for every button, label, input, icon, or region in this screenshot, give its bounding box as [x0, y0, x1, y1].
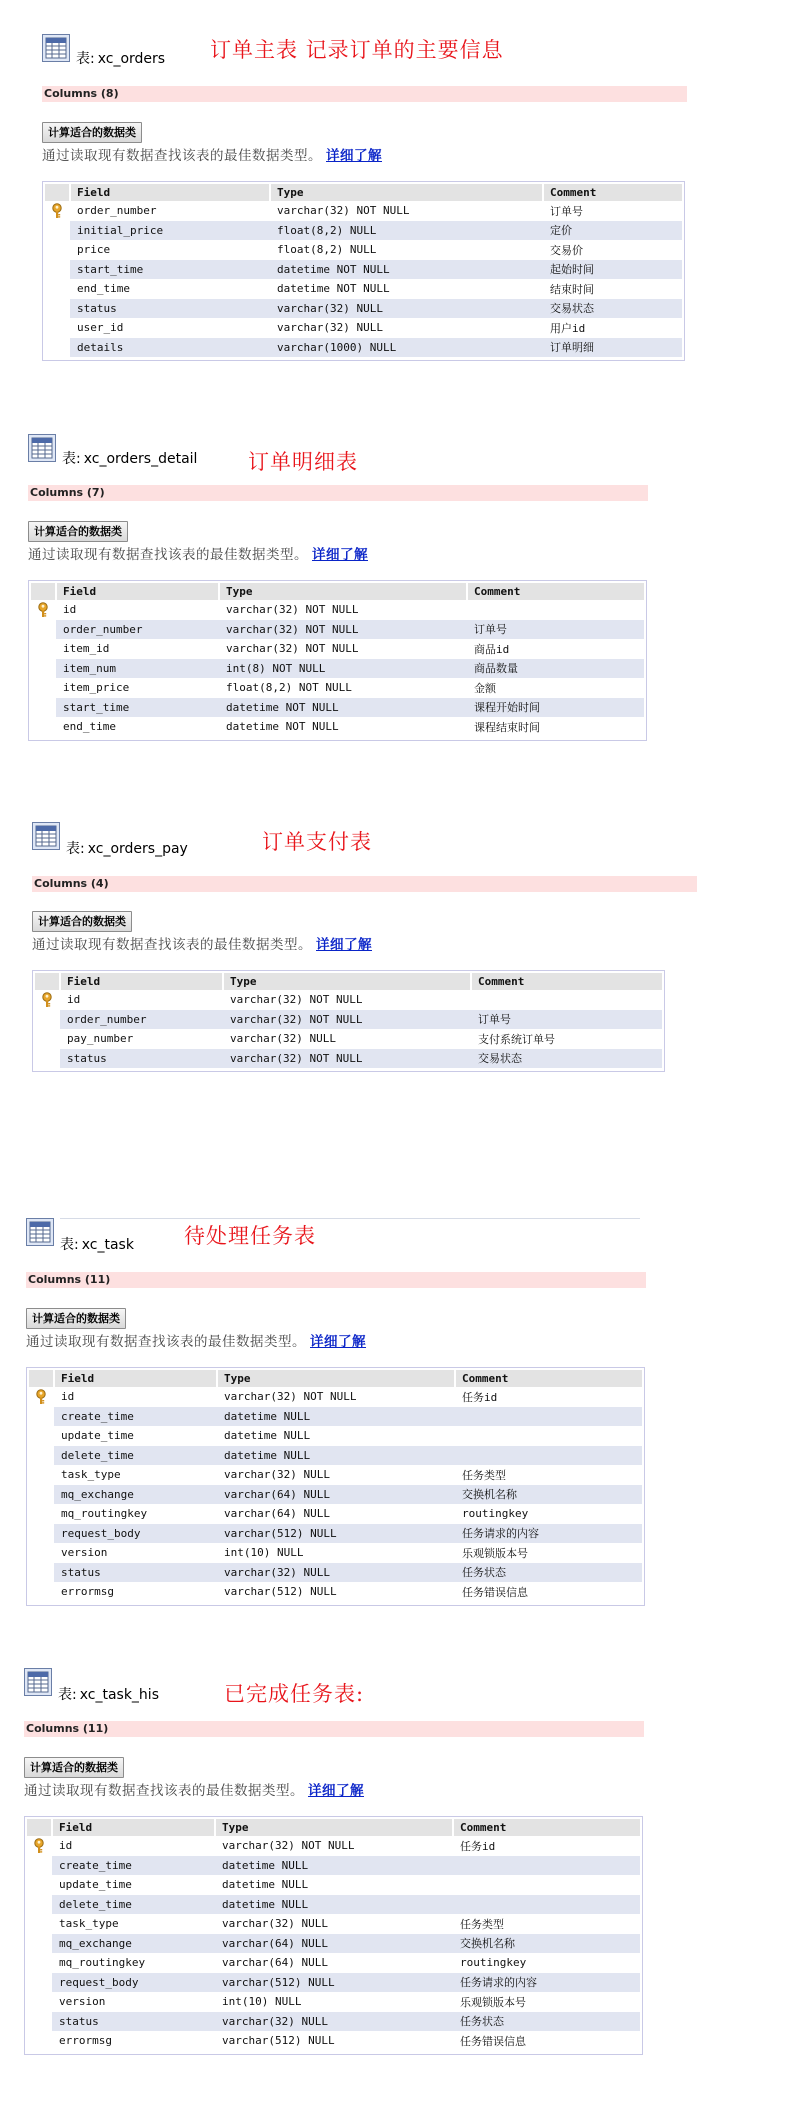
table-row [27, 1875, 640, 1895]
type-cell: varchar(32) NULL [217, 1563, 455, 1583]
columns-count-bar: Columns (11) [26, 1272, 646, 1288]
columns-count-bar: Columns (8) [42, 86, 687, 102]
key-cell [31, 678, 56, 698]
key-cell [31, 659, 56, 679]
primary-key-icon [27, 1836, 52, 1856]
comment-cell [453, 1856, 640, 1876]
field-cell: status [52, 2012, 215, 2032]
field-cell: create_time [54, 1407, 217, 1427]
field-cell: order_number [56, 620, 219, 640]
type-cell: varchar(32) NOT NULL [277, 204, 410, 218]
table-section-xc-orders-detail [28, 434, 673, 734]
key-cell [29, 1563, 54, 1583]
key-cell [29, 1582, 54, 1602]
type-cell: datetime NULL [215, 1856, 453, 1876]
header-comment: Comment [455, 1370, 642, 1387]
comment-cell: 交易价 [550, 243, 583, 257]
comment-cell: 任务id [462, 1390, 498, 1404]
key-cell [27, 2031, 52, 2051]
table-row [27, 2012, 640, 2032]
table-section-xc-orders-pay [32, 822, 697, 1066]
comment-cell: 任务状态 [453, 2012, 640, 2032]
columns-count-bar: Columns (4) [32, 876, 697, 892]
field-cell: order_number [60, 1010, 223, 1030]
key-cell [35, 1049, 60, 1069]
type-cell: varchar(1000) NULL [270, 338, 543, 358]
field-cell: id [63, 603, 77, 617]
table-row [29, 1446, 642, 1466]
table-annotation: 已完成任务表: [224, 1682, 365, 1706]
field-cell: order_number [77, 204, 157, 218]
table-row [29, 1563, 642, 1583]
key-cell [27, 1875, 52, 1895]
field-cell: update_time [61, 1429, 134, 1443]
key-cell [45, 260, 70, 280]
key-cell [45, 240, 70, 260]
table-row [31, 639, 644, 659]
field-cell: id [61, 1390, 75, 1404]
comment-cell: 金额 [474, 681, 496, 695]
columns-table [32, 970, 665, 1072]
table-row [31, 717, 644, 737]
comment-cell: 任务id [460, 1839, 496, 1853]
field-cell: item_id [63, 642, 110, 656]
comment-cell [453, 1875, 640, 1895]
table-row [29, 1387, 642, 1407]
database-table-icon [32, 822, 60, 850]
comment-cell: 订单明细 [543, 338, 682, 358]
type-cell: varchar(32) NOT NULL [224, 1390, 357, 1404]
field-cell: mq_routingkey [61, 1507, 148, 1521]
field-cell: start_time [56, 698, 219, 718]
type-cell: varchar(32) NULL [222, 1917, 328, 1931]
key-cell [31, 620, 56, 640]
learn-more-link[interactable]: 详细了解 [326, 148, 382, 164]
comment-cell [455, 1426, 642, 1446]
type-cell: datetime NULL [217, 1446, 455, 1466]
type-cell: varchar(512) NULL [222, 2034, 335, 2048]
header-comment: Comment [453, 1819, 640, 1836]
field-cell: price [77, 243, 111, 257]
table-row [31, 620, 644, 640]
header-comment: Comment [471, 973, 662, 990]
comment-cell: 任务错误信息 [460, 2034, 526, 2048]
type-cell: datetime NOT NULL [226, 720, 339, 734]
key-cell [27, 1895, 52, 1915]
type-cell: varchar(32) NOT NULL [222, 1839, 355, 1853]
field-cell: status [60, 1049, 223, 1069]
comment-cell: 乐观锁版本号 [462, 1546, 528, 1560]
columns-table [42, 181, 685, 361]
key-cell [27, 1914, 52, 1934]
table-header-row [31, 583, 644, 600]
comment-cell [455, 1446, 642, 1466]
table-row [27, 1836, 640, 1856]
table-row [45, 260, 682, 280]
header-type: Type [217, 1370, 455, 1387]
field-cell: request_body [52, 1973, 215, 1993]
table-row [31, 659, 644, 679]
table-row [29, 1524, 642, 1544]
field-cell: errormsg [61, 1585, 114, 1599]
table-section-xc-task-his [24, 1668, 644, 2048]
comment-cell: 用户id [550, 321, 586, 335]
field-cell: user_id [77, 321, 124, 335]
type-cell: int(10) NULL [224, 1546, 304, 1560]
header-field: Field [70, 184, 270, 201]
table-row [31, 698, 644, 718]
header-type: Type [270, 184, 543, 201]
calculate-data-types-button[interactable]: 计算适合的数据类 [26, 1308, 126, 1329]
key-cell [45, 299, 70, 319]
field-cell: errormsg [59, 2034, 112, 2048]
table-header-row [27, 1819, 640, 1836]
field-cell: delete_time [54, 1446, 217, 1466]
table-annotation: 待处理任务表 [184, 1224, 316, 1248]
table-row [29, 1465, 642, 1485]
key-cell [27, 1856, 52, 1876]
comment-cell: 任务请求的内容 [455, 1524, 642, 1544]
learn-more-link[interactable]: 详细了解 [312, 547, 368, 563]
type-cell: varchar(64) NULL [217, 1485, 455, 1505]
field-cell: item_price [63, 681, 130, 695]
table-row [35, 1010, 662, 1030]
key-cell [45, 221, 70, 241]
columns-table [26, 1367, 645, 1606]
type-cell: varchar(64) NULL [224, 1507, 330, 1521]
table-row [29, 1504, 642, 1524]
table-row [29, 1426, 642, 1446]
comment-cell: routingkey [462, 1507, 529, 1521]
database-table-icon [24, 1668, 52, 1696]
key-cell [27, 1934, 52, 1954]
header-field: Field [54, 1370, 217, 1387]
key-cell [45, 338, 70, 358]
columns-table [28, 580, 647, 741]
table-row [45, 338, 682, 358]
header-comment: Comment [467, 583, 644, 600]
type-cell: datetime NOT NULL [277, 282, 390, 296]
primary-key-icon [29, 1387, 54, 1407]
type-cell: int(8) NOT NULL [219, 659, 467, 679]
field-cell: end_time [77, 282, 130, 296]
table-section-xc-orders [42, 34, 687, 355]
table-row [27, 1914, 640, 1934]
key-cell [29, 1504, 54, 1524]
database-table-icon [26, 1218, 54, 1246]
database-table-icon [42, 34, 70, 62]
type-cell: varchar(32) NULL [230, 1032, 336, 1046]
comment-cell: 任务类型 [462, 1468, 506, 1482]
table-row [27, 1953, 640, 1973]
comment-cell: 结束时间 [550, 282, 594, 296]
table-row [31, 600, 644, 620]
type-cell: float(8,2) NULL [270, 221, 543, 241]
learn-more-link[interactable]: 详细了解 [316, 937, 372, 953]
type-cell: varchar(32) NOT NULL [219, 620, 467, 640]
field-cell: id [59, 1839, 73, 1853]
calculate-data-types-button[interactable]: 计算适合的数据类 [42, 122, 142, 143]
header-type: Type [219, 583, 467, 600]
key-cell [27, 2012, 52, 2032]
key-cell [31, 717, 56, 737]
comment-cell [467, 600, 644, 620]
field-cell: id [67, 993, 81, 1007]
field-cell: status [70, 299, 270, 319]
table-row [31, 678, 644, 698]
type-cell: varchar(512) NULL [215, 1973, 453, 1993]
table-row [27, 1973, 640, 1993]
type-cell: varchar(32) NOT NULL [223, 1049, 471, 1069]
comment-cell: 交易状态 [471, 1049, 662, 1069]
type-cell: datetime NULL [224, 1429, 311, 1443]
help-text: 通过读取现有数据查找该表的最佳数据类型。 详细了解 [32, 937, 372, 953]
table-annotation: 订单主表 记录订单的主要信息 [210, 38, 504, 62]
type-cell: float(8,2) NULL [277, 243, 377, 257]
table-title: 表: xc_orders_pay [66, 841, 188, 857]
key-cell [29, 1543, 54, 1563]
learn-more-link[interactable]: 详细了解 [310, 1334, 366, 1350]
field-cell: mq_exchange [54, 1485, 217, 1505]
type-cell: varchar(32) NOT NULL [226, 603, 359, 617]
table-title: 表: xc_orders_detail [62, 451, 198, 467]
key-cell [29, 1407, 54, 1427]
type-cell: varchar(64) NULL [215, 1934, 453, 1954]
comment-cell: 任务类型 [460, 1917, 504, 1931]
key-cell [27, 1973, 52, 1993]
field-cell: task_type [61, 1468, 121, 1482]
comment-cell [455, 1407, 642, 1427]
table-row [29, 1407, 642, 1427]
table-row [35, 1029, 662, 1049]
comment-cell: 交易状态 [543, 299, 682, 319]
comment-cell: routingkey [460, 1956, 527, 1970]
comment-cell: 任务错误信息 [462, 1585, 528, 1599]
table-annotation: 订单支付表 [262, 830, 372, 854]
table-row [27, 1992, 640, 2012]
primary-key-icon [35, 990, 60, 1010]
comment-cell: 任务状态 [455, 1563, 642, 1583]
comment-cell: 课程开始时间 [467, 698, 644, 718]
table-row [27, 2031, 640, 2051]
key-cell [31, 639, 56, 659]
field-cell: initial_price [70, 221, 270, 241]
comment-cell: 商品id [474, 642, 510, 656]
table-header-row [45, 184, 682, 201]
table-row [45, 318, 682, 338]
header-type: Type [215, 1819, 453, 1836]
key-cell [29, 1446, 54, 1466]
field-cell: version [61, 1546, 108, 1560]
field-cell: update_time [59, 1878, 132, 1892]
field-cell: mq_routingkey [59, 1956, 146, 1970]
help-text: 通过读取现有数据查找该表的最佳数据类型。 详细了解 [26, 1334, 366, 1350]
table-row [35, 990, 662, 1010]
table-row [35, 1049, 662, 1069]
field-cell: delete_time [52, 1895, 215, 1915]
type-cell: varchar(32) NOT NULL [223, 1010, 471, 1030]
type-cell: datetime NULL [222, 1878, 309, 1892]
key-cell [29, 1485, 54, 1505]
type-cell: varchar(32) NULL [277, 321, 383, 335]
key-cell [45, 279, 70, 299]
type-cell: datetime NULL [217, 1407, 455, 1427]
comment-cell: 订单号 [471, 1010, 662, 1030]
table-row [45, 221, 682, 241]
table-row [45, 240, 682, 260]
comment-cell: 交换机名称 [455, 1485, 642, 1505]
table-section-xc-task [26, 1218, 646, 1599]
key-cell [31, 698, 56, 718]
key-cell [45, 318, 70, 338]
help-text: 通过读取现有数据查找该表的最佳数据类型。 详细了解 [42, 148, 382, 164]
columns-table [24, 1816, 643, 2055]
type-cell: varchar(512) NULL [224, 1585, 337, 1599]
columns-count-bar: Columns (11) [24, 1721, 644, 1737]
field-cell: end_time [63, 720, 116, 734]
field-cell: item_num [56, 659, 219, 679]
type-cell: float(8,2) NOT NULL [226, 681, 352, 695]
table-title: 表: xc_orders [76, 51, 166, 67]
table-row [27, 1856, 640, 1876]
table-header-row [35, 973, 662, 990]
primary-key-icon [45, 201, 70, 221]
key-cell [29, 1426, 54, 1446]
field-cell: pay_number [67, 1032, 134, 1046]
table-title: 表: xc_task [60, 1237, 134, 1253]
columns-count-bar: Columns (7) [28, 485, 648, 501]
key-cell [35, 1029, 60, 1049]
field-cell: mq_exchange [52, 1934, 215, 1954]
comment-cell [471, 990, 662, 1010]
field-cell: version [59, 1995, 106, 2009]
table-row [29, 1543, 642, 1563]
table-annotation: 订单明细表 [248, 450, 358, 474]
field-cell: request_body [54, 1524, 217, 1544]
type-cell: varchar(32) NOT NULL [226, 642, 359, 656]
learn-more-link[interactable]: 详细了解 [308, 1783, 364, 1799]
comment-cell: 交换机名称 [453, 1934, 640, 1954]
type-cell: varchar(32) NULL [215, 2012, 453, 2032]
table-row [29, 1485, 642, 1505]
key-cell [29, 1524, 54, 1544]
table-row [29, 1582, 642, 1602]
table-row [45, 279, 682, 299]
table-title: 表: xc_task_his [58, 1687, 159, 1703]
calculate-data-types-button[interactable]: 计算适合的数据类 [24, 1757, 124, 1778]
comment-cell: 商品数量 [467, 659, 644, 679]
table-row [45, 299, 682, 319]
comment-cell: 定价 [543, 221, 682, 241]
type-cell: datetime NOT NULL [219, 698, 467, 718]
comment-cell: 订单号 [550, 204, 583, 218]
help-text: 通过读取现有数据查找该表的最佳数据类型。 详细了解 [24, 1783, 364, 1799]
header-type: Type [223, 973, 471, 990]
type-cell: varchar(64) NULL [222, 1956, 328, 1970]
header-field: Field [60, 973, 223, 990]
comment-cell: 乐观锁版本号 [460, 1995, 526, 2009]
field-cell: start_time [70, 260, 270, 280]
type-cell: int(10) NULL [222, 1995, 302, 2009]
key-cell [27, 1992, 52, 2012]
table-header-row [29, 1370, 642, 1387]
calculate-data-types-button[interactable]: 计算适合的数据类 [32, 911, 132, 932]
field-cell: status [54, 1563, 217, 1583]
field-cell: details [70, 338, 270, 358]
key-cell [29, 1465, 54, 1485]
header-field: Field [56, 583, 219, 600]
comment-cell: 订单号 [467, 620, 644, 640]
type-cell: varchar(32) NOT NULL [230, 993, 363, 1007]
table-row [27, 1934, 640, 1954]
key-cell [27, 1953, 52, 1973]
comment-cell: 课程结束时间 [474, 720, 540, 734]
key-cell [35, 1010, 60, 1030]
header-comment: Comment [543, 184, 682, 201]
comment-cell: 任务请求的内容 [453, 1973, 640, 1993]
help-text: 通过读取现有数据查找该表的最佳数据类型。 详细了解 [28, 547, 368, 563]
type-cell: varchar(512) NULL [217, 1524, 455, 1544]
type-cell: varchar(32) NULL [224, 1468, 330, 1482]
type-cell: datetime NULL [215, 1895, 453, 1915]
field-cell: create_time [52, 1856, 215, 1876]
primary-key-icon [31, 600, 56, 620]
type-cell: datetime NOT NULL [270, 260, 543, 280]
comment-cell: 支付系统订单号 [478, 1032, 555, 1046]
type-cell: varchar(32) NULL [270, 299, 543, 319]
table-row [45, 201, 682, 221]
calculate-data-types-button[interactable]: 计算适合的数据类 [28, 521, 128, 542]
table-row [27, 1895, 640, 1915]
header-field: Field [52, 1819, 215, 1836]
field-cell: task_type [59, 1917, 119, 1931]
comment-cell: 起始时间 [543, 260, 682, 280]
comment-cell [453, 1895, 640, 1915]
database-table-icon [28, 434, 56, 462]
